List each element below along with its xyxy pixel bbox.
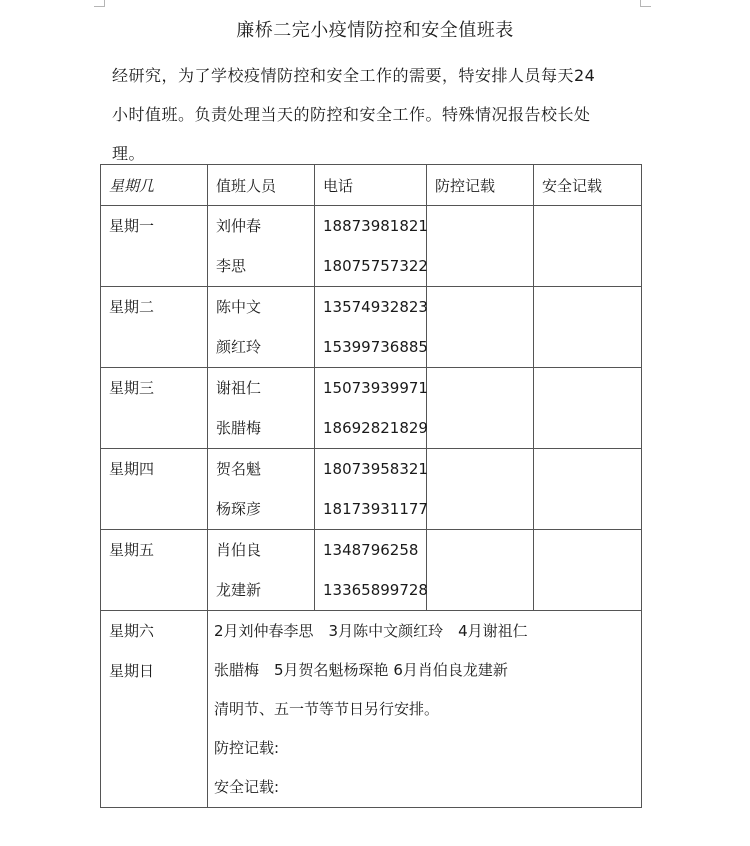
intro-paragraph: [112, 56, 644, 173]
day-cell: 星期五: [101, 530, 208, 611]
intro-line: 经研究，为了学校疫情防控和安全工作的需要，特安排人员每天24: [112, 66, 596, 85]
header-cell-safety-record: 安全记载: [534, 165, 642, 206]
staff-name: 张腊梅: [216, 419, 262, 437]
weekend-day-cell: [101, 611, 208, 808]
phone-cell: [315, 287, 427, 368]
table-header-row: [101, 165, 642, 206]
holiday-note: 清明节、五一节等节日另行安排。: [214, 700, 440, 718]
phone-cell: [315, 449, 427, 530]
phone-cell: [315, 368, 427, 449]
staff-name: 陈中文: [216, 298, 262, 316]
staff-name: 贺名魁: [216, 460, 262, 478]
phone-number: 15399736885: [323, 338, 428, 356]
phone-number: 18692821829: [323, 419, 428, 437]
epidemic-record-cell: [427, 449, 534, 530]
table-row: [101, 287, 642, 368]
table-row: [101, 530, 642, 611]
table-row: [101, 368, 642, 449]
phone-cell: [315, 530, 427, 611]
epidemic-record-cell: [427, 530, 534, 611]
staff-cell: [208, 368, 315, 449]
header-cell-day: 星期几: [101, 165, 208, 206]
page-corner-mark-right: [640, 0, 651, 7]
safety-record-label: 安全记载:: [214, 778, 280, 796]
safety-record-cell: [534, 206, 642, 287]
document-title: 廉桥二完小疫情防控和安全值班表: [236, 20, 514, 41]
staff-name: 刘仲春: [216, 217, 262, 235]
day-cell: 星期四: [101, 449, 208, 530]
table-row: [101, 449, 642, 530]
phone-number: 18873981821: [323, 217, 428, 235]
staff-name: 杨琛彦: [216, 500, 262, 518]
day-cell: 星期三: [101, 368, 208, 449]
staff-cell: [208, 530, 315, 611]
table-row: [101, 206, 642, 287]
page-corner-mark-left: [94, 0, 105, 7]
phone-number: 13365899728: [323, 581, 428, 599]
staff-name: 肖伯良: [216, 541, 262, 559]
epidemic-record-cell: [427, 206, 534, 287]
safety-record-cell: [534, 368, 642, 449]
staff-name: 李思: [216, 257, 247, 275]
weekend-arrangement-line: 2月刘仲春李思 3月陈中文颜红玲 4月谢祖仁: [214, 622, 528, 640]
phone-number: 15073939971: [323, 379, 428, 397]
staff-cell: [208, 287, 315, 368]
day-cell: 星期二: [101, 287, 208, 368]
weekend-arrangement-line: 张腊梅 5月贺名魁杨琛艳 6月肖伯良龙建新: [214, 661, 508, 679]
weekend-day-label: 星期六: [109, 622, 155, 640]
header-cell-epidemic-record: 防控记载: [427, 165, 534, 206]
header-cell-phone: 电话: [315, 165, 427, 206]
duty-schedule-table: [100, 164, 642, 808]
intro-line: 理。: [112, 144, 146, 163]
phone-number: 18173931177: [323, 500, 428, 518]
intro-line: 小时值班。负责处理当天的防控和安全工作。特殊情况报告校长处: [112, 105, 591, 124]
weekend-row: [101, 611, 642, 808]
safety-record-cell: [534, 287, 642, 368]
safety-record-cell: [534, 449, 642, 530]
weekend-day-label: 星期日: [109, 662, 155, 680]
epidemic-record-label: 防控记载:: [214, 739, 280, 757]
epidemic-record-cell: [427, 368, 534, 449]
phone-number: 18073958321: [323, 460, 428, 478]
day-cell: 星期一: [101, 206, 208, 287]
phone-number: 1348796258: [323, 541, 419, 559]
phone-number: 18075757322: [323, 257, 428, 275]
staff-cell: [208, 449, 315, 530]
safety-record-cell: [534, 530, 642, 611]
phone-cell: [315, 206, 427, 287]
weekend-arrangement-cell: [208, 611, 642, 808]
staff-name: 龙建新: [216, 581, 262, 599]
phone-number: 13574932823: [323, 298, 428, 316]
epidemic-record-cell: [427, 287, 534, 368]
staff-cell: [208, 206, 315, 287]
staff-name: 谢祖仁: [216, 379, 262, 397]
header-cell-staff: 值班人员: [208, 165, 315, 206]
staff-name: 颜红玲: [216, 338, 262, 356]
